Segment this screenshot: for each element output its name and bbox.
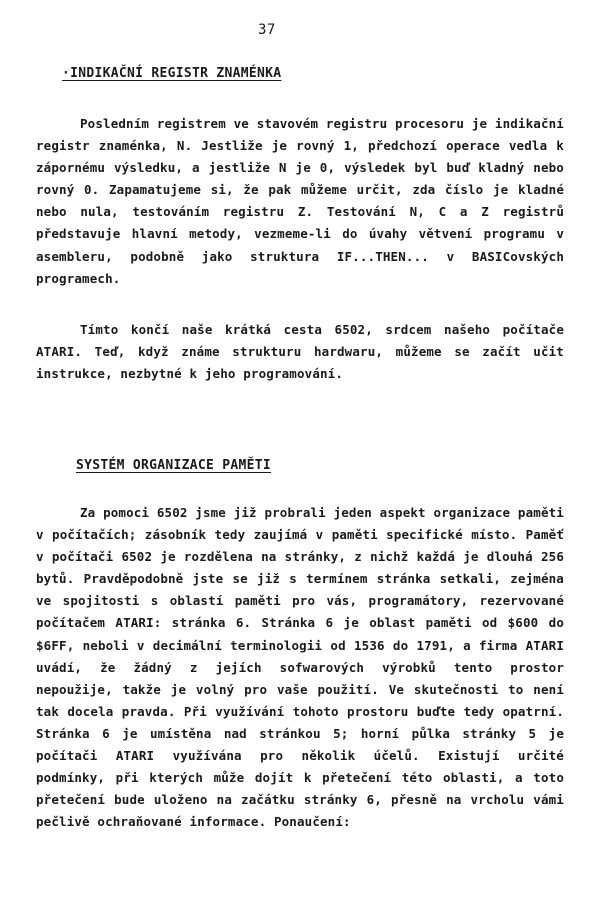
page-number: 37 (258, 22, 276, 38)
paragraph-memory-pages: Za pomoci 6502 jsme již probrali jeden aspekt organizace paměti v počítačích; zásobník tedy zaujímá v paměti specifické místo. Paměť v počítači 6502 je rozdělena na stránky, z nichž každá je dlouhá 256 bytů. Pravděpodobně jste se již s termínem stránka setkali, zejména ve spojitosti s oblastí paměti pro vás, programátory, rezervované počítačem ATARI: stránka 6. Stránka 6 je oblast paměti od $600 do $6FF, neboli v decimální terminologii od 1536 do 1791, a firma ATARI uvádí, že žádný z jejích sofwarových výrobků tento prostor nepoužije, takže je volný pro vaše použití. Ve skutečnosti to není tak docela pravda. Při využívání tohoto prostoru buďte tedy opatrní. Stránka 6 je umístěna nad stránkou 5; horní půlka stránky 5 je počítači ATARI využívána pro několik účelů. Existují určité podmínky, při kterých může dojít k přetečení této oblasti, a toto přetečení bude uloženo na začátku stránky 6, přesně na vrcholu vámi pečlivě ochraňované informace. Ponaučení: (36, 505, 564, 830)
paragraph-sign-register-description: Posledním registrem ve stavovém registru procesoru je indikační registr znaménka, N. Jestliže je rovný 1, předchozí operace vedla k zápornému výsledku, a jestliže N je 0, výsledek byl buď kladný nebo rovný 0. Zapamatujeme si, že pak můžeme určit, zda číslo je kladné nebo nula, testováním registru Z. Testování N, C a Z registrů představuje hlavní metody, vezmeme-li do úvahy větvení programu v asembleru, podobně jako struktura IF...THEN... v BASICovských programech. (36, 116, 564, 286)
section-heading-memory-organization: SYSTÉM ORGANIZACE PAMĚTI (76, 458, 272, 473)
paragraph-chapter-conclusion: Tímto končí naše krátká cesta 6502, srdcem našeho počítače ATARI. Teď, když známe strukturu hardwaru, můžeme se začít učit instrukce, nezbytné k jeho programování. (36, 322, 564, 382)
section-heading-sign-register: ·INDIKAČNÍ REGISTR ZNAMÉNKA (62, 66, 282, 81)
